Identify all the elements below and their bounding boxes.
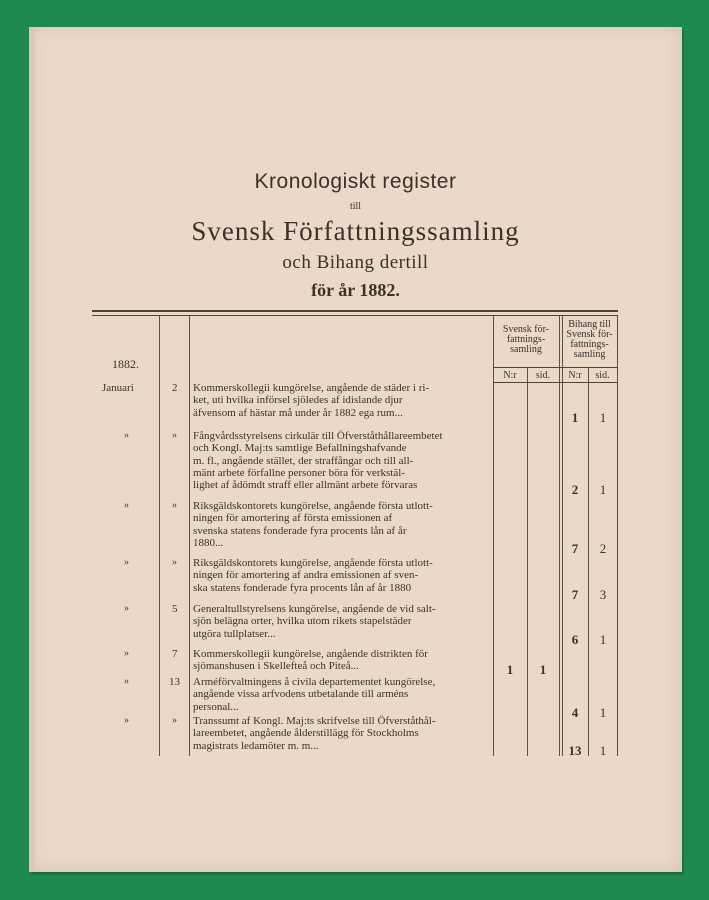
entry-description [193,603,491,640]
header-bihang-nr: N:r [568,370,582,381]
entry-description-line: svenska statens fonderade fyra procents lån af år [193,524,407,537]
document-page [29,27,682,872]
entry-description [193,676,491,713]
entry-description-line: personal... [193,700,239,713]
entry-description [193,648,491,673]
entry-month: » [124,500,129,511]
entry-bihang-sid: 3 [599,587,607,602]
entry-sfs-nr: 1 [506,662,514,677]
entry-description-line: ska statens fonderade fyra procents lån af år 1880 [193,581,412,594]
header-bihang-sid: sid. [595,370,610,381]
entry-description-line: sjömanshusen i Skellefteå och Piteå... [193,660,359,673]
title-bihang: och Bihang dertill [282,252,429,273]
entry-bihang-sid: 1 [599,743,607,758]
entry-bihang-nr: 7 [571,541,579,556]
entry-description-line: Riksgäldskontorets kungörelse, angående första utlott- [193,557,433,569]
entry-bihang-nr: 6 [571,632,579,647]
entry-description-line: 1880... [193,536,224,549]
entry-month: » [124,715,129,726]
header-bihang-text: Bihang till Svensk för- fattnings- samling [566,319,613,360]
entry-description-line: Kommerskollegii kungörelse, angående de städer i ri- [193,382,430,394]
entry-description [193,500,491,549]
entry-bihang-sid: 1 [599,632,607,647]
entry-day: 5 [172,603,178,615]
entry-description [193,715,491,752]
entry-day: » [172,715,177,726]
table-top-rule-thin [92,315,618,316]
subheader-rule-bottom [493,382,617,383]
entry-description-line: lareembetet, angående ålderstillägg för Stockholms [193,727,419,740]
entry-sfs-sid: 1 [539,662,547,677]
entry-bihang-nr: 2 [571,482,579,497]
entry-description [193,430,491,491]
entry-month: » [124,430,129,441]
entry-day: » [172,430,177,441]
entry-day: 7 [172,648,178,660]
entry-description [193,382,491,419]
entry-bihang-sid: 1 [599,705,607,720]
entry-description-line: angående vissa arfvodens utbetalande till arméns [193,688,409,701]
col-divider-day [189,316,190,756]
entry-bihang-nr: 1 [571,410,579,425]
entry-description-line: m. fl., angående stället, der straffångar och till all- [193,454,414,467]
entry-description-line: ket, uti hvilka införsel sjöledes af idislande djur [193,394,403,407]
col-divider-sfs-sub [527,367,528,756]
entry-month: » [124,648,129,659]
title-heading: Kronologiskt register [254,170,457,193]
entry-description-line: magistrats ledamöter m. m... [193,739,319,752]
entry-bihang-sid: 1 [599,482,607,497]
entry-month: » [124,676,129,687]
entry-description-line: Transsumt af Kongl. Maj:ts skrifvelse till Öfverståthål- [193,715,436,727]
entry-month: » [124,603,129,614]
entry-description-line: utgöra tullplatser... [193,627,276,640]
entry-description-line: Fångvårdsstyrelsens cirkulär till Öfverståthållareembetet [193,430,443,442]
entry-description-line: mänt arbete förfallne personer böra för verkstäl- [193,466,405,479]
year-label: 1882. [112,357,139,371]
entry-day: » [172,557,177,568]
entry-description-line: Generaltullstyrelsens kungörelse, angående de vid salt- [193,603,436,615]
table-top-rule [92,310,618,312]
col-divider-bihang-sub [588,367,589,756]
entry-description-line: Arméförvaltningens å civila departementet kungörelse, [193,676,436,688]
entry-description-line: äfvensom af hästar må under år 1882 ega rum... [193,406,403,419]
col-divider-date [159,316,160,756]
header-sfs-nr: N:r [503,370,517,381]
header-sfs-text: Svensk för- fattnings- samling [502,324,550,355]
entry-description-line: Riksgäldskontorets kungörelse, angående första utlott- [193,500,433,512]
entry-day: 13 [169,676,180,688]
entry-month: Januari [102,382,134,394]
entry-bihang-nr: 4 [571,705,579,720]
entry-description-line: ningen för amortering af andra emissionen af sven- [193,569,419,582]
entry-day: 2 [172,382,178,394]
entry-description-line: Kommerskollegii kungörelse, angående distrikten för [193,648,428,660]
entry-description-line: ningen för amortering af första emissionen af [193,512,393,525]
subheader-rule-top [493,367,617,368]
entry-bihang-sid: 2 [599,541,607,556]
title-till: till [349,201,362,212]
col-divider-end [617,316,618,756]
entry-description [193,557,491,594]
entry-description-line: sjön belägna orter, hvilka utom rikets stapelstäder [193,615,412,628]
entry-bihang-nr: 7 [571,587,579,602]
header-sfs [493,325,559,355]
entry-bihang-nr: 13 [568,743,582,758]
title-sfs: Svensk Författningssamling [191,216,520,246]
entry-description-line: och Kongl. Maj:ts samtlige Befallningshafvande [193,442,407,455]
title-year: för år 1882. [311,280,400,300]
register-table [29,27,682,872]
entry-bihang-sid: 1 [599,410,607,425]
entry-month: » [124,557,129,568]
header-bihang [562,320,617,360]
entry-description-line: lighet af ådömdt straff eller allmänt arbete förvaras [193,479,418,492]
header-sfs-sid: sid. [535,370,551,381]
entry-day: » [172,500,177,511]
